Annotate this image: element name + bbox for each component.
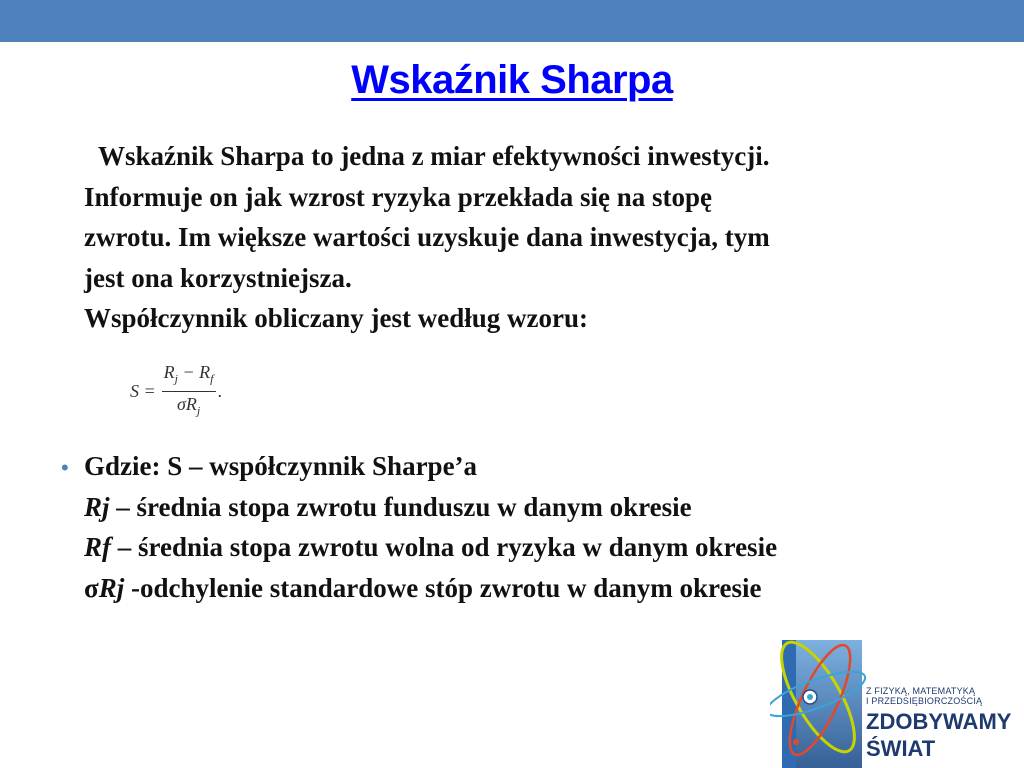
- formula-lhs: S =: [130, 380, 156, 401]
- slide-title: Wskaźnik Sharpa: [351, 58, 673, 102]
- definitions-list: [84, 446, 984, 608]
- symbol-rf: Rf: [84, 532, 111, 562]
- formula-period: .: [217, 380, 222, 401]
- intro-line: jest ona korzystniejsza.: [84, 262, 352, 293]
- sharpe-formula: [130, 363, 222, 419]
- symbol-rj: Rj: [84, 491, 110, 522]
- symbol-sigma-rj: Rj: [98, 572, 125, 603]
- top-header-band: [0, 0, 1024, 42]
- definition-sigma-rj: σRj -odchylenie standardowe stóp zwrotu w danym okresie: [84, 572, 762, 603]
- logo-text: Z FIZYKĄ, MATEMATYKĄ I PRZEDSIĘBIORCZOŚCIĄ ZDOBYWAMY ŚWIAT: [866, 686, 1012, 761]
- symbol-sigma: σ: [84, 572, 99, 603]
- intro-line: Informuje on jak wzrost ryzyka przekłada się na stopę: [84, 181, 712, 212]
- formula-intro-line: Współczynnik obliczany jest według wzoru:: [84, 303, 589, 333]
- definition-intro: Gdzie: S – współczynnik Sharpe’a: [84, 451, 478, 481]
- bullet-icon: •: [61, 455, 69, 480]
- formula-denominator: $\sigma R_j$: [176, 393, 201, 418]
- definition-rj: Rj – średnia stopa zwrotu funduszu w danym okresie: [84, 491, 692, 522]
- definition-rf: Rf – średnia stopa zwrotu wolna od ryzyka w danym okresie: [84, 532, 778, 562]
- intro-paragraph: [84, 136, 984, 339]
- formula-numerator: $R_j - R_f$: [162, 362, 216, 392]
- intro-line: Wskaźnik Sharpa to jedna z miar efektywności inwestycji.: [98, 141, 770, 171]
- formula-fraction: [162, 362, 216, 420]
- intro-line: zwrotu. Im większe wartości uzyskuje dana inwestycja, tym: [84, 222, 770, 252]
